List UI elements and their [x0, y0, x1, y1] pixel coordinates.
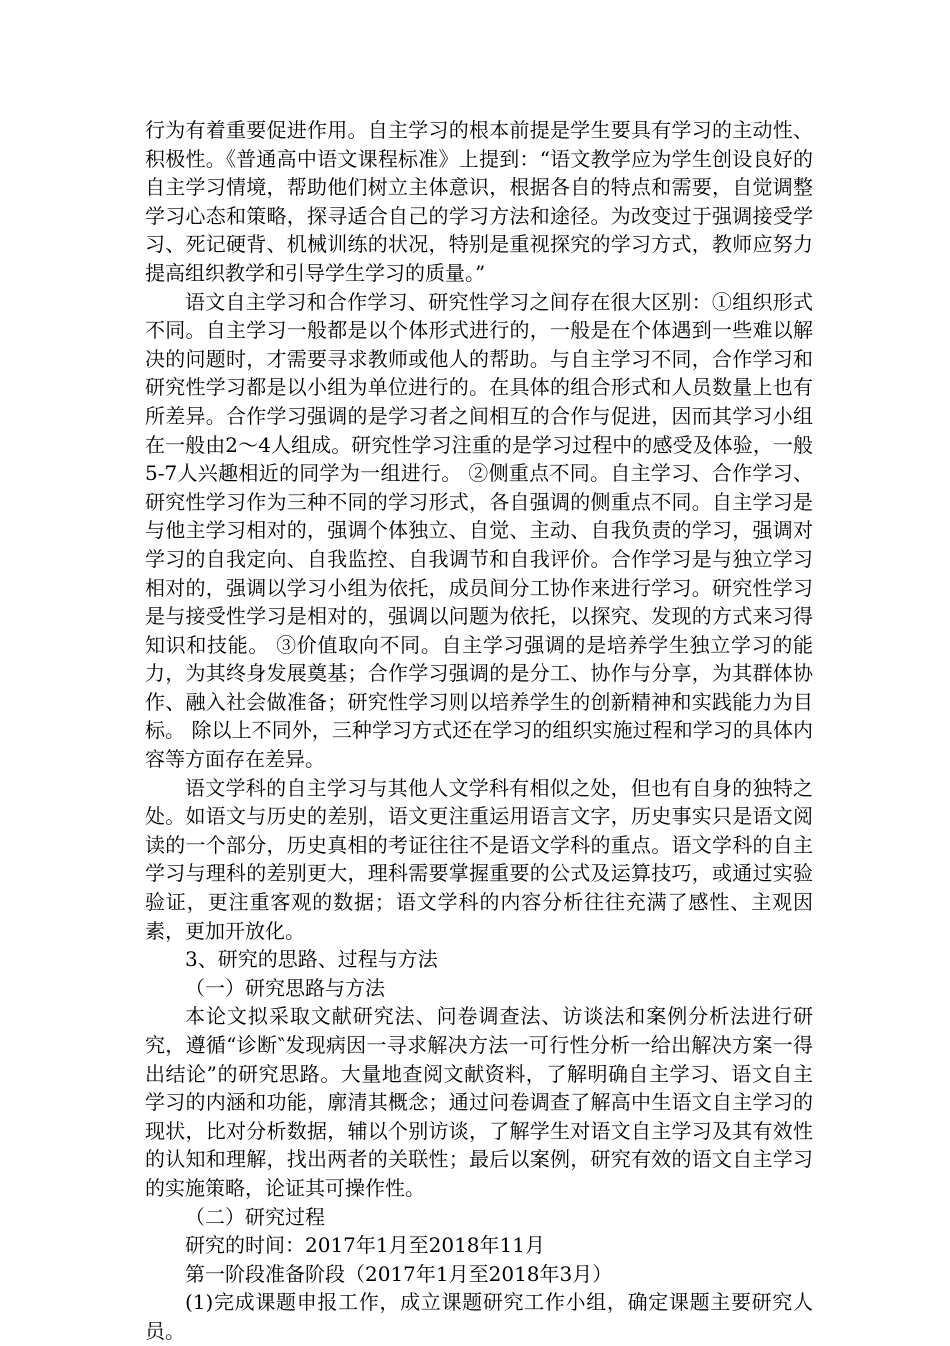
subsection-heading-approach: （一）研究思路与方法 [185, 975, 385, 1000]
document-page [145, 116, 813, 1346]
paragraph-differences: 语文自主学习和合作学习、研究性学习之间存在很大区别：①组织形式不同。自主学习一般都是以个体形式进行的，一般是在个体遇到一些难以解决的问题时，才需要寻求教师或他人的帮助。与自主学习不同，合作学习和研究性学习都是以小组为单位进行的。在具体的组合形式和人员数量上也有所差异。合作学习强调的是学习者之间相互的合作与促进，因而其学习小组在一般由2～4人组成。研究性学习注重的是学习过程中的感受及体验，一般5-7人兴趣相近的同学为一组进行。 ②侧重点不同。自主学习、合作学习、研究性学习作为三种不同的学习形式，各自强调的侧重点不同。自主学习是与他主学习相对的，强调个体独立、自觉、主动、自我负责的学习，强调对学习的自我定向、自我监控、自我调节和自我评价。合作学习是与独立学习相对的，强调以学习小组为依托，成员间分工协作来进行学习。研究性学习是与接受性学习是相对的，强调以问题为依托，以探究、发现的方式来习得知识和技能。 ③价值取向不同。自主学习强调的是培养学生独立学习的能力，为其终身发展奠基；合作学习强调的是分工、协作与分享，为其群体协作、融入社会做准备；研究性学习则以培养学生的创新精神和实践能力为目标。 除以上不同外，三种学习方式还在学习的组织实施过程和学习的具体内容等方面存在差异。 [145, 289, 813, 772]
paragraph-subject-comparison: 语文学科的自主学习与其他人文学科有相似之处，但也有自身的独特之处。如语文与历史的差别，语文更注重运用语言文字，历史事实只是语文阅读的一个部分，历史真相的考证往往不是语文学科的重点。语文学科的自主学习与理科的差别更大，理科需要掌握重要的公式及运算技巧，或通过实验验证，更注重客观的数据；语文学科的内容分析往往充满了感性、主观因素，更加开放化。 [145, 775, 813, 943]
section-heading-research: 3、研究的思路、过程与方法 [185, 947, 438, 972]
subsection-heading-process: （二）研究过程 [185, 1204, 325, 1229]
task-item-one: (1)完成课题申报工作，成立课题研究工作小组，确定课题主要研究人员。 [145, 1290, 813, 1343]
research-time-line: 研究的时间：2017年1月至2018年11月 [185, 1233, 545, 1258]
paragraph-methods: 本论文拟采取文献研究法、问卷调查法、访谈法和案例分析法进行研究，遵循“诊断‶发现病因一寻求解决方法一可行性分析一给出解决方案一得出结论”的研究思路。大量地查阅文献资料，了解明确自主学习、语文自主学习的内涵和功能，廓清其概念；通过问卷调查了解高中生语文自主学习的现状，比对分析数据，辅以个别访谈，了解学生对语文自主学习及其有效性的认知和理解，找出两者的关联性；最后以案例，研究有效的语文自主学习的实施策略，论证其可操作性。 [145, 1004, 813, 1200]
paragraph-intro-continued: 行为有着重要促进作用。自主学习的根本前提是学生要具有学习的主动性、积极性。《普通高中语文课程标准》上提到：“语文教学应为学生创设良好的自主学习情境，帮助他们树立主体意识，根据各自的特点和需要，自觉调整学习心态和策略，探寻适合自己的学习方法和途径。为改变过于强调接受学习、死记硬背、机械训练的状况，特别是重视探究的学习方式，教师应努力提高组织教学和引导学生学习的质量。” [145, 118, 813, 285]
phase-one-line: 第一阶段准备阶段（2017年1月至2018年3月） [185, 1261, 613, 1286]
